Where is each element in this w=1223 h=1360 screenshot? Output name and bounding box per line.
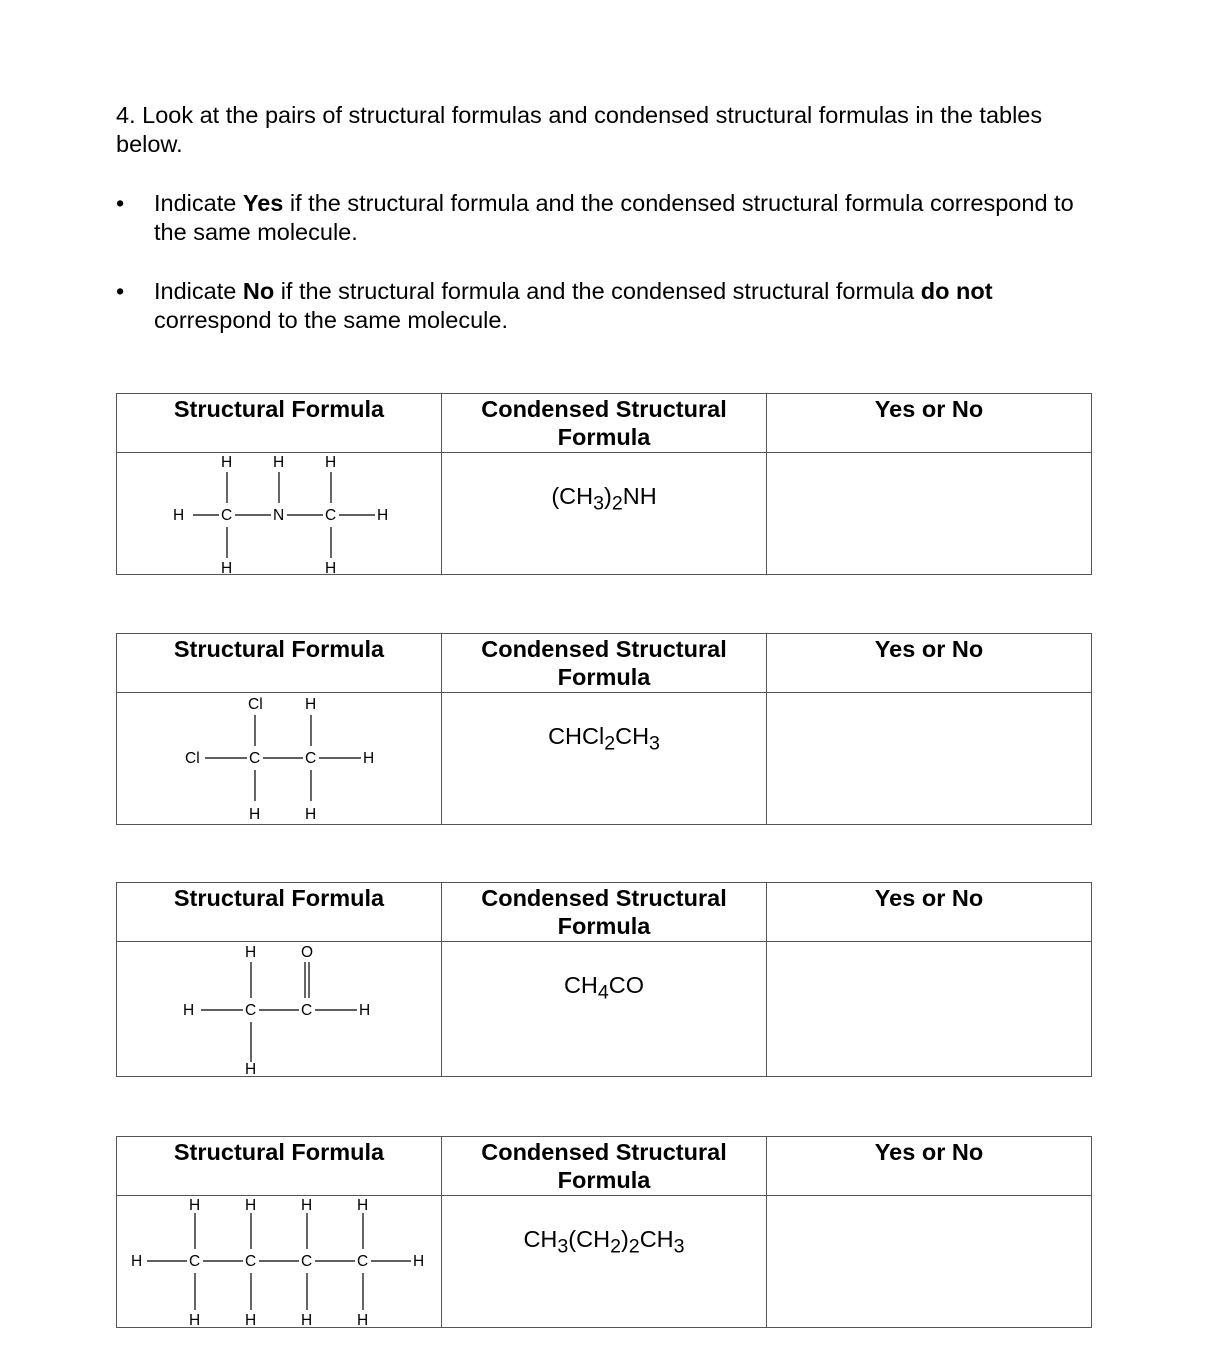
table-header-row [117, 883, 1092, 942]
table-row [117, 942, 1092, 1077]
bullet-icon: • [116, 190, 125, 216]
atom-label: H [363, 750, 375, 767]
atom-label: H [301, 1312, 313, 1327]
atom-label: C [301, 1002, 313, 1019]
atom-label: H [131, 1253, 143, 1270]
atom-label: C [189, 1253, 201, 1270]
atom-label: C [245, 1002, 257, 1019]
condensed-formula-cell [442, 693, 767, 825]
structural-formula-header: Structural Formula [117, 394, 442, 453]
formula-table-2 [116, 633, 1092, 825]
atom-label: N [273, 507, 285, 524]
structural-formula-header: Structural Formula [117, 883, 442, 942]
structural-formula-cell [117, 453, 442, 575]
atom-label: H [245, 944, 257, 961]
atom-label: H [173, 507, 185, 524]
atom-label: Cl [185, 750, 200, 767]
formula-table-4 [116, 1136, 1092, 1328]
bullet-icon: • [116, 278, 125, 304]
table-header-row [117, 1137, 1092, 1196]
atom-label: H [359, 1002, 371, 1019]
table-header-row [117, 394, 1092, 453]
atom-label: H [377, 507, 389, 524]
yes-or-no-header: Yes or No [767, 634, 1092, 693]
structural-formula-diagram [117, 693, 440, 824]
atom-label: H [245, 1061, 257, 1076]
structural-formula-cell [117, 942, 442, 1077]
condensed-formula-cell [442, 1196, 767, 1328]
atom-label: H [189, 1197, 201, 1214]
atom-label: H [221, 560, 233, 574]
atom-label: C [245, 1253, 257, 1270]
structural-formula-diagram [117, 942, 440, 1076]
atom-label: H [305, 806, 317, 823]
yes-or-no-answer-cell[interactable] [767, 693, 1092, 825]
question-intro: 4. Look at the pairs of structural formulas and condensed structural formulas in the tables below. [116, 102, 1043, 157]
atom-label: H [413, 1253, 425, 1270]
structural-formula-diagram [117, 453, 440, 574]
condensed-formula-header: Condensed Structural Formula [442, 634, 767, 693]
atom-label: H [183, 1002, 195, 1019]
atom-label: C [325, 507, 337, 524]
structural-formula-header: Structural Formula [117, 634, 442, 693]
atom-label: C [221, 507, 233, 524]
atom-label: H [301, 1197, 313, 1214]
atom-label: H [325, 560, 337, 574]
atom-label: H [273, 454, 285, 471]
formula-table-1 [116, 393, 1092, 575]
table-row [117, 453, 1092, 575]
no-keyword: No [242, 278, 275, 304]
condensed-formula: $(CH_3)_2NH$ [551, 483, 657, 515]
atom-label: Cl [248, 696, 263, 713]
table-row [117, 693, 1092, 825]
atom-label: H [357, 1312, 369, 1327]
table-row [117, 1196, 1092, 1328]
atom-label: H [325, 454, 337, 471]
table-header-row [117, 634, 1092, 693]
yes-or-no-answer-cell[interactable] [767, 942, 1092, 1077]
yes-or-no-header: Yes or No [767, 1137, 1092, 1196]
atom-label: H [245, 1312, 257, 1327]
yes-or-no-answer-cell[interactable] [767, 1196, 1092, 1328]
yes-or-no-header: Yes or No [767, 883, 1092, 942]
structural-formula-diagram [117, 1196, 440, 1327]
condensed-formula: $CHCl_2CH_3$ [548, 723, 660, 755]
yes-or-no-answer-cell[interactable] [767, 453, 1092, 575]
condensed-formula-cell [442, 942, 767, 1077]
structural-formula-cell [117, 1196, 442, 1328]
do-not-keyword: do not [920, 278, 993, 304]
atom-label: H [189, 1312, 201, 1327]
condensed-formula-header: Condensed Structural Formula [442, 1137, 767, 1196]
structural-formula-header: Structural Formula [117, 1137, 442, 1196]
formula-table-3 [116, 882, 1092, 1077]
condensed-formula-header: Condensed Structural Formula [442, 883, 767, 942]
instruction-yes-text: Indicate Yes if the structural formula and the condensed structural formula correspond to the same molecule. [154, 190, 1074, 245]
atom-label: C [301, 1253, 313, 1270]
condensed-formula-cell [442, 453, 767, 575]
atom-label: H [305, 696, 317, 713]
atom-label: C [305, 750, 317, 767]
atom-label: C [249, 750, 261, 767]
atom-label: H [357, 1197, 369, 1214]
atom-label: O [301, 944, 314, 961]
condensed-formula: $CH_3(CH_2)_2CH_3$ [523, 1226, 685, 1258]
atom-label: C [357, 1253, 369, 1270]
yes-keyword: Yes [242, 190, 284, 216]
condensed-formula: $CH_4CO$ [563, 972, 645, 1004]
condensed-formula-header: Condensed Structural Formula [442, 394, 767, 453]
atom-label: H [245, 1197, 257, 1214]
atom-label: H [221, 454, 233, 471]
yes-or-no-header: Yes or No [767, 394, 1092, 453]
atom-label: H [249, 806, 261, 823]
structural-formula-cell [117, 693, 442, 825]
instruction-no-text: Indicate No if the structural formula and the condensed structural formula do not correspond to the same molecule. [154, 278, 993, 333]
